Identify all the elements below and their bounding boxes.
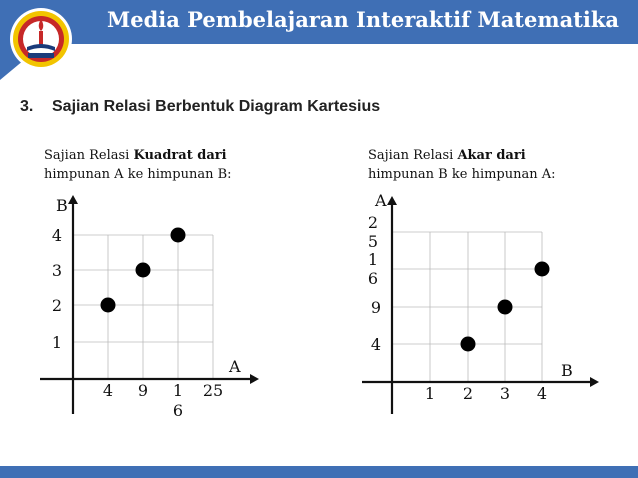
right-chart-x-tick-label-1: 2 xyxy=(462,384,474,403)
left-chart-x-tick-label-2-part-0: 1 xyxy=(172,381,184,400)
section-title: Sajian Relasi Berbentuk Diagram Kartesius xyxy=(52,98,381,115)
right-chart-x-arrow xyxy=(590,377,599,387)
right-chart-y-tick-label-1: 9 xyxy=(370,298,381,317)
left-chart-x-tick-label-3: 25 xyxy=(202,381,224,400)
right-chart-data-point-1 xyxy=(498,300,513,315)
left-chart-data-point-0 xyxy=(101,298,116,313)
left-chart-x-tick-label-2-part-1: 6 xyxy=(172,401,184,420)
left-chart-x-tick-label-0: 4 xyxy=(102,381,114,400)
school-logo xyxy=(9,7,73,71)
right-chart-y-tick-label-0: 4 xyxy=(370,335,381,354)
left-chart-x-axis-label: A xyxy=(229,357,241,376)
left-caption-bold: Kuadrat dari xyxy=(133,148,227,163)
right-chart-y-tick-label-3-part-0: 2 xyxy=(367,213,379,232)
left-chart-y-tick-label-1: 2 xyxy=(51,296,62,315)
left-chart-y-tick-label-2: 3 xyxy=(51,261,62,280)
right-caption-prefix: Sajian Relasi xyxy=(368,148,458,163)
left-chart-data-point-2 xyxy=(171,228,186,243)
right-chart-y-arrow xyxy=(387,196,397,205)
right-chart-x-axis-label: B xyxy=(561,361,573,380)
cartesian-chart-kuadrat xyxy=(0,190,270,430)
right-chart-y-axis-label: A xyxy=(375,191,387,210)
section-heading xyxy=(20,98,380,116)
left-caption-line2: himpunan A ke himpunan B: xyxy=(44,167,232,182)
right-chart-y-tick-label-3-part-1: 5 xyxy=(367,232,379,251)
right-chart-x-tick-label-0: 1 xyxy=(424,384,436,403)
left-chart-caption xyxy=(44,146,232,184)
left-chart-y-tick-label-0: 1 xyxy=(51,333,62,352)
right-chart-x-tick-label-2: 3 xyxy=(499,384,511,403)
left-chart-x-tick-label-1: 9 xyxy=(137,381,149,400)
left-chart-y-tick-label-3: 4 xyxy=(51,226,62,245)
right-caption-bold: Akar dari xyxy=(457,148,526,163)
left-chart-y-arrow xyxy=(68,195,78,204)
right-chart-y-tick-label-2-part-0: 1 xyxy=(367,250,379,269)
left-chart-data-point-1 xyxy=(136,263,151,278)
header-title: Media Pembelajaran Interaktif Matematika xyxy=(106,7,620,32)
footer-bar xyxy=(0,466,638,478)
section-number: 3. xyxy=(20,98,34,115)
right-caption-line2: himpunan B ke himpunan A: xyxy=(368,167,556,182)
right-chart-x-tick-label-3: 4 xyxy=(536,384,548,403)
right-chart-y-tick-label-2-part-1: 6 xyxy=(367,269,379,288)
right-chart-caption xyxy=(368,146,556,184)
cartesian-chart-akar xyxy=(330,190,600,430)
left-caption-prefix: Sajian Relasi xyxy=(44,148,134,163)
left-chart-x-arrow xyxy=(250,374,259,384)
left-chart-y-axis-label: B xyxy=(56,196,68,215)
right-chart-data-point-2 xyxy=(535,262,550,277)
right-chart-data-point-0 xyxy=(461,337,476,352)
